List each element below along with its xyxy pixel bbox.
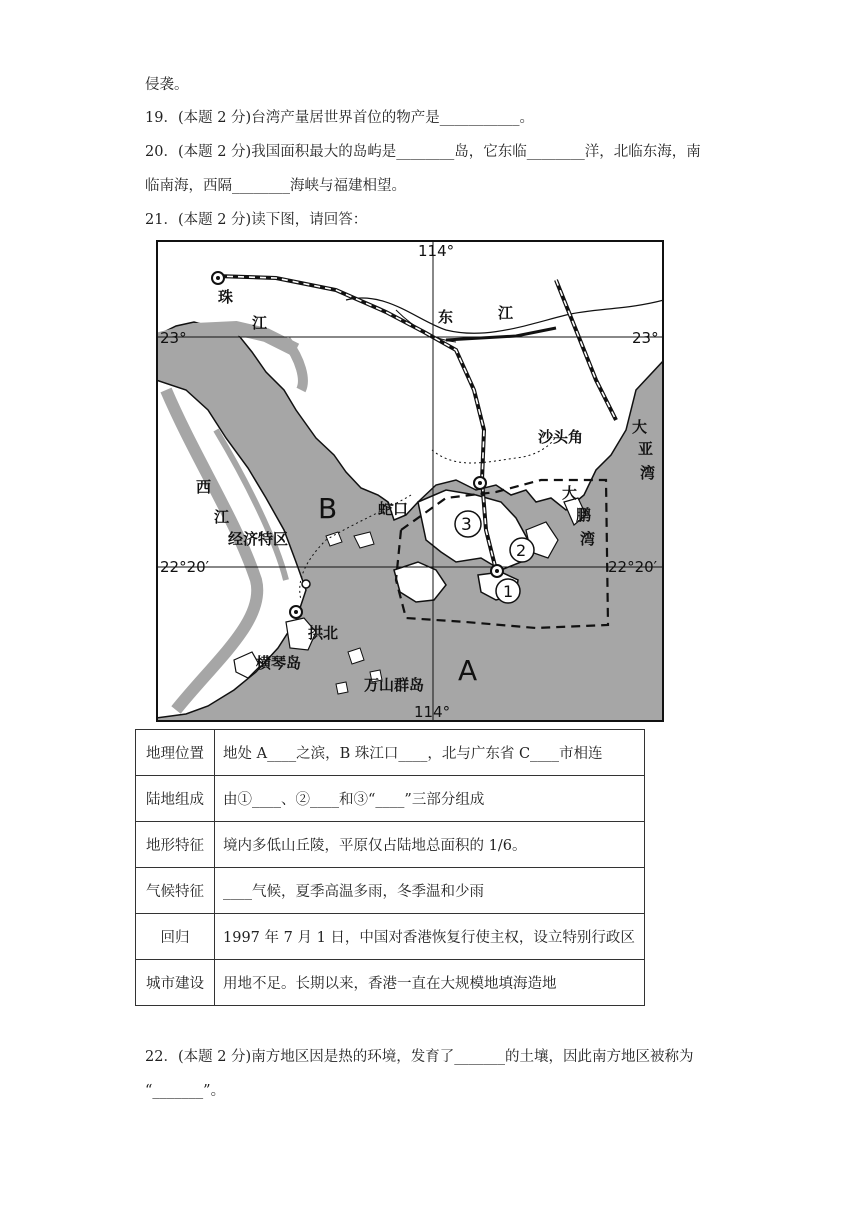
question-22-line2: “_______”。 (145, 1083, 226, 1099)
row-value: 由①____、②____和③“____”三部分组成 (215, 776, 645, 822)
label-da2: 大 (562, 484, 578, 502)
question-21: 21．(本题 2 分)读下图，请回答： (145, 212, 368, 228)
row-value: 用地不足。长期以来，香港一直在大规模地填海造地 (215, 960, 645, 1006)
hong-kong-info-table (135, 729, 645, 1006)
lat23-right-label: 23° (632, 329, 659, 347)
table-row (136, 776, 645, 822)
table-row (136, 730, 645, 776)
label-zhu: 珠 (218, 288, 234, 306)
row-value: 境内多低山丘陵，平原仅占陆地总面积的 1/6。 (215, 822, 645, 868)
label-shekou: 蛇口 (378, 500, 409, 518)
row-value: 1997 年 7 月 1 日，中国对香港恢复行使主权，设立特别行政区 (215, 914, 645, 960)
lat2220-left-label: 22°20′ (160, 558, 210, 576)
label-ya: 亚 (638, 440, 654, 458)
label-wan2: 湾 (580, 530, 596, 548)
label-wan1: 湾 (640, 464, 656, 482)
lon-bottom-label: 114° (414, 703, 451, 721)
row-key: 地理位置 (136, 730, 215, 776)
label-tequ: 经济特区 (228, 530, 289, 548)
hong-kong-map (156, 240, 664, 722)
label-jiang2: 江 (498, 304, 514, 322)
table-row (136, 960, 645, 1006)
table-row (136, 868, 645, 914)
text-line-continuation: 侵袭。 (145, 77, 189, 93)
question-20-line2: 临南海，西隔________海峡与福建相望。 (145, 178, 406, 194)
label-gongbei: 拱北 (308, 624, 339, 642)
label-A: A (458, 654, 478, 687)
question-20-line1: 20．(本题 2 分)我国面积最大的岛屿是________岛，它东临________洋，北临东海，南 (145, 144, 701, 160)
label-B: B (318, 492, 338, 525)
label-dong: 东 (438, 308, 454, 326)
label-wanshan: 万山群岛 (364, 676, 425, 694)
lon-top-label: 114° (418, 242, 455, 260)
label-peng: 鹏 (576, 506, 592, 524)
lat2220-right-label: 22°20′ (608, 558, 658, 576)
question-22-line1: 22．(本题 2 分)南方地区因是热的环境，发育了_______的土壤，因此南方地区被称为 (145, 1049, 694, 1065)
label-shatoujiao: 沙头角 (538, 428, 584, 446)
row-value: 地处 A____之滨，B 珠江口____，北与广东省 C____市相连 (215, 730, 645, 776)
label-jiang3: 江 (214, 508, 230, 526)
label-n3: 3 (461, 515, 472, 535)
row-key: 陆地组成 (136, 776, 215, 822)
row-value: ____气候，夏季高温多雨，冬季温和少雨 (215, 868, 645, 914)
label-n2: 2 (516, 541, 527, 560)
row-key: 气候特征 (136, 868, 215, 914)
table-row (136, 914, 645, 960)
label-jiang1: 江 (252, 314, 268, 332)
label-n1: 1 (503, 582, 514, 601)
row-key: 地形特征 (136, 822, 215, 868)
label-xi: 西 (196, 478, 212, 496)
label-hengqin: 横琴岛 (256, 654, 302, 672)
row-key: 回归 (136, 914, 215, 960)
row-key: 城市建设 (136, 960, 215, 1006)
lat23-left-label: 23° (160, 329, 187, 347)
label-da1: 大 (632, 418, 648, 436)
table-row (136, 822, 645, 868)
question-19: 19．(本题 2 分)台湾产量居世界首位的物产是___________。 (145, 110, 534, 126)
